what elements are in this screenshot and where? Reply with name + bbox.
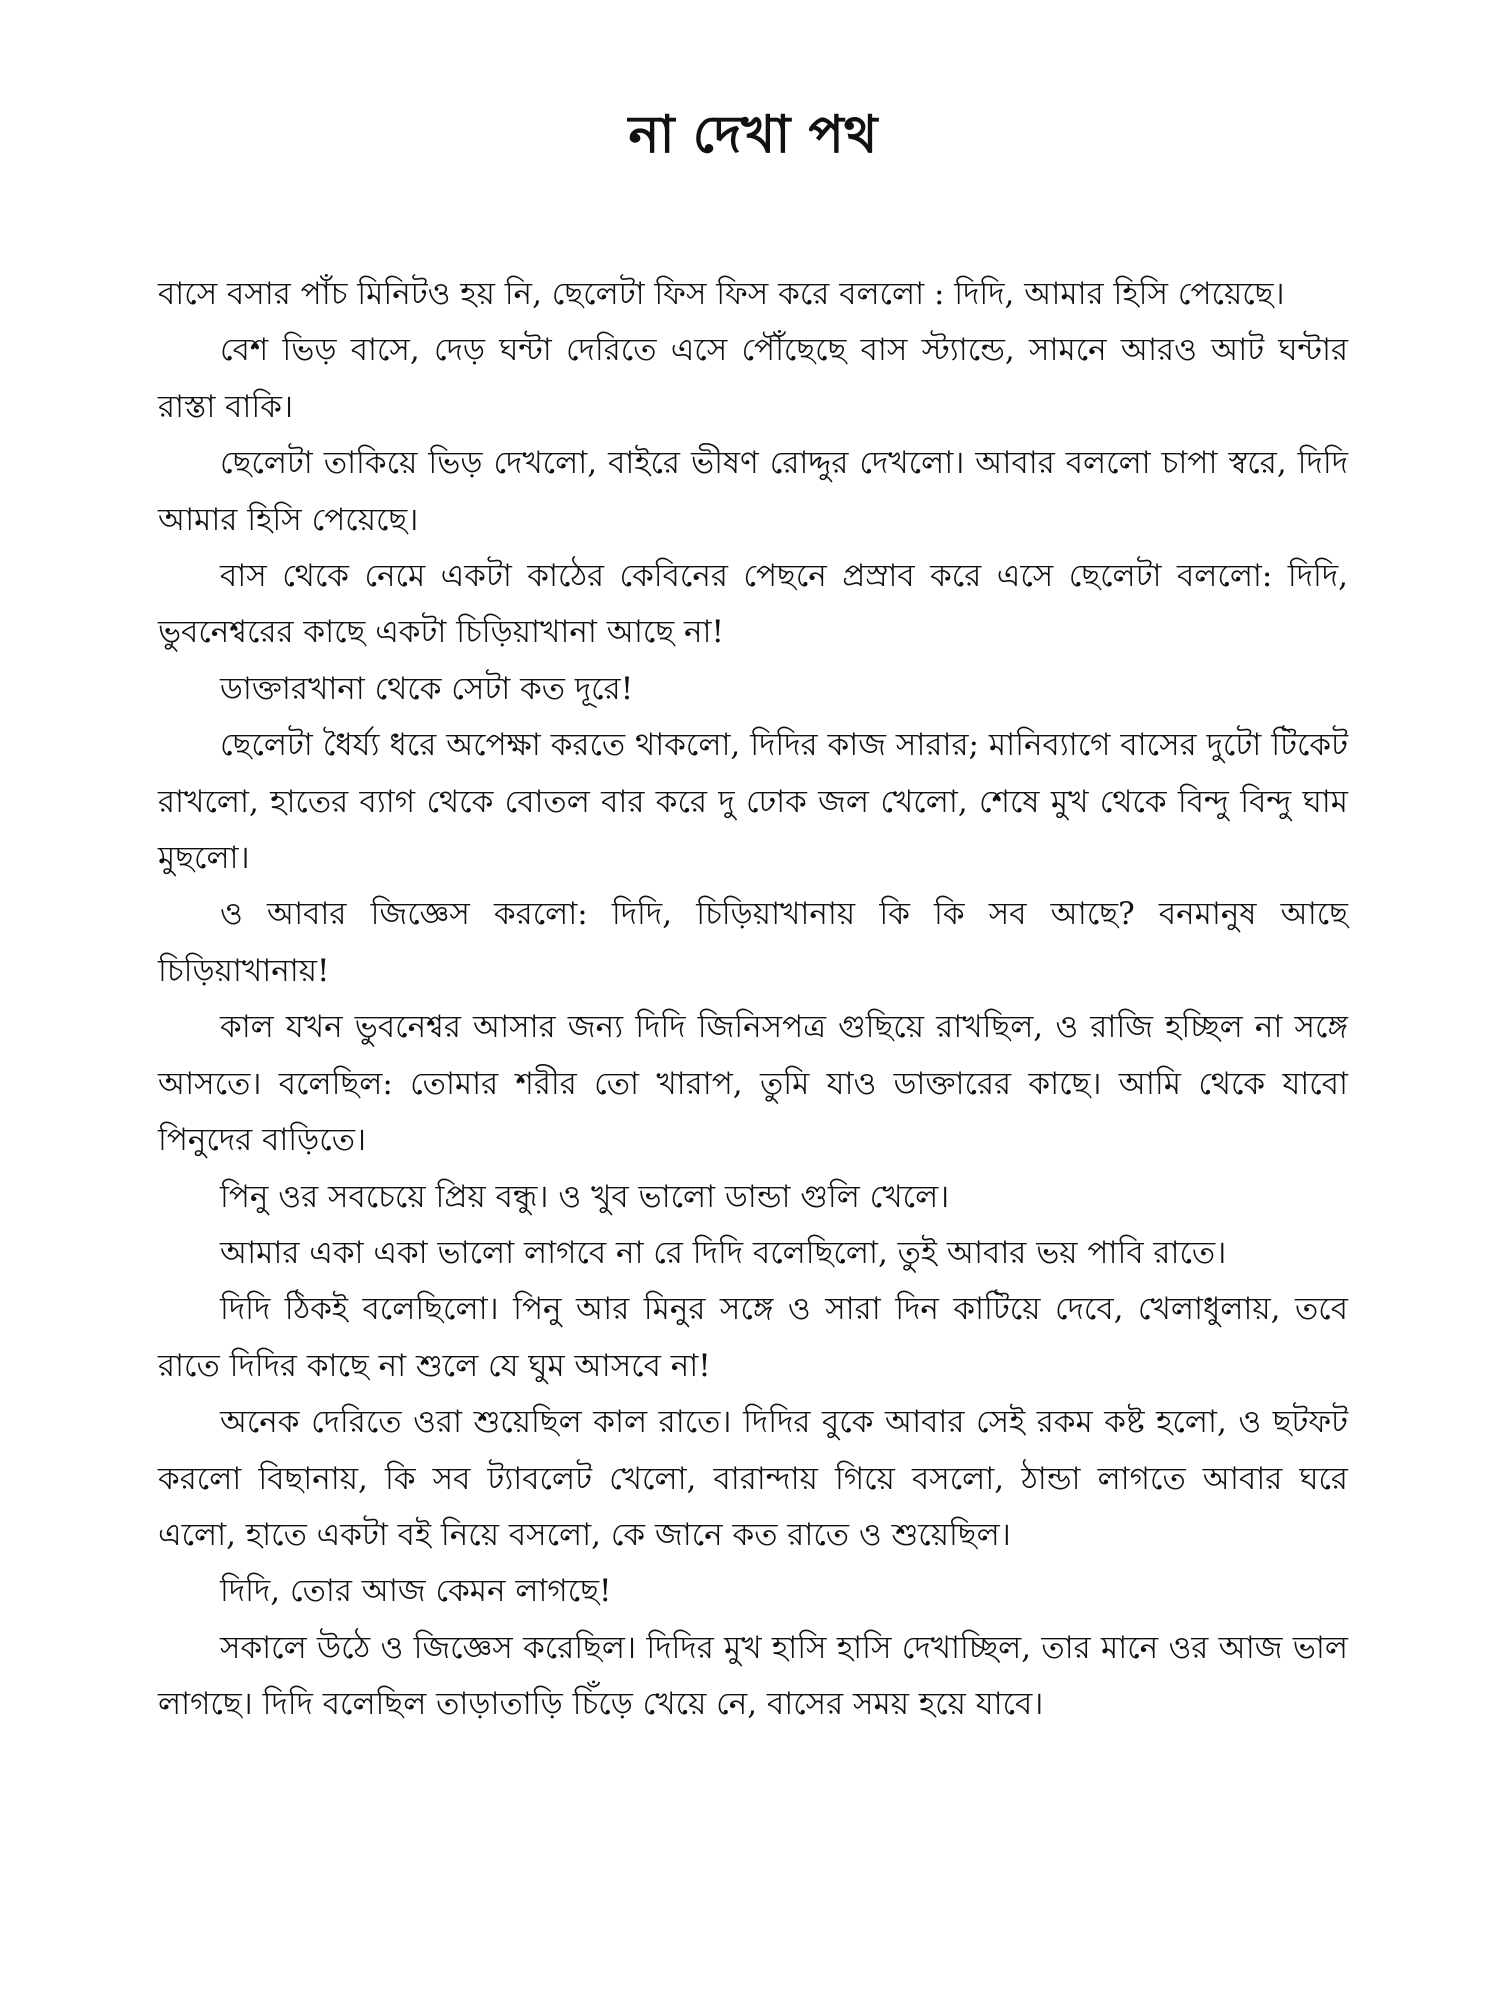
paragraph-10: আমার একা একা ভালো লাগবে না রে দিদি বলেছিলো, তুই আবার ভয় পাবি রাতে। — [220, 1234, 1227, 1271]
paragraph-7: ও আবার জিজ্ঞেস করলো: দিদি, চিড়িয়াখানায় কি কি সব আছে? বনমানুষ আছে চিড়িয়াখানায়! — [158, 896, 1348, 989]
paragraph-1: বাসে বসার পাঁচ মিনিটও হয় নি, ছেলেটা ফিস ফিস করে বললো : দিদি, আমার হিসি পেয়েছে। — [158, 276, 1285, 312]
paragraph-11: দিদি ঠিকই বলেছিলো। পিনু আর মিনুর সঙ্গে ও সারা দিন কাটিয়ে দেবে, খেলাধুলায়, তবে রাতে দিদির কাছে না শুলে যে ঘুম আসবে না! — [158, 1291, 1348, 1384]
paragraph-13: দিদি, তোর আজ কেমন লাগছে! — [220, 1573, 612, 1610]
paragraph-4: বাস থেকে নেমে একটা কাঠের কেবিনের পেছনে প্রস্রাব করে এসে ছেলেটা বললো: দিদি, ভুবনেশ্বরের কাছে একটা চিড়িয়াখানা আছে না! — [158, 558, 1348, 651]
paragraph-12: অনেক দেরিতে ওরা শুয়েছিল কাল রাতে। দিদির বুকে আবার সেই রকম কষ্ট হলো, ও ছটফট করলো বিছানায়, কি সব ট্যাবলেট খেলো, বারান্দায় গিয়ে বসলো, ঠান্ডা লাগতে আবার ঘরে এলো, হাতে একটা বই নিয়ে বসলো, কে জানে কত রাতে ও শুয়েছিল। — [158, 1404, 1348, 1553]
paragraph-8: কাল যখন ভুবনেশ্বর আসার জন্য দিদি জিনিসপত্র গুছিয়ে রাখছিল, ও রাজি হচ্ছিল না সঙ্গে আসতে। বলেছিল: তোমার শরীর তো খারাপ, তুমি যাও ডাক্তারের কাছে। আমি থেকে যাবো পিনুদের বাড়িতে। — [158, 1009, 1348, 1159]
paragraph-5: ডাক্তারখানা থেকে সেটা কত দূরে! — [220, 670, 634, 707]
paragraph-9: পিনু ওর সবচেয়ে প্রিয় বন্ধু। ও খুব ভালো ডান্ডা গুলি খেলে। — [220, 1178, 950, 1215]
paragraph-14: সকালে উঠে ও জিজ্ঞেস করেছিল। দিদির মুখ হাসি হাসি দেখাচ্ছিল, তার মানে ওর আজ ভাল লাগছে। দিদি বলেছিল তাড়াতাড়ি চিঁড়ে খেয়ে নে, বাসের সময় হয়ে যাবে। — [158, 1629, 1348, 1723]
paragraph-3: ছেলেটা তাকিয়ে ভিড় দেখলো, বাইরে ভীষণ রোদ্দুর দেখলো। আবার বললো চাপা স্বরে, দিদি আমার হিসি পেয়েছে। — [158, 445, 1348, 538]
paragraph-2: বেশ ভিড় বাসে, দেড় ঘন্টা দেরিতে এসে পৌঁছেছে বাস স্ট্যান্ডে, সামনে আরও আট ঘন্টার রাস্তা বাকি। — [158, 332, 1348, 425]
paragraph-6: ছেলেটা ধৈর্য্য ধরে অপেক্ষা করতে থাকলো, দিদির কাজ সারার; মানিব্যাগে বাসের দুটো টিকেট রাখলো, হাতের ব্যাগ থেকে বোতল বার করে দু ঢোক জল খেলো, শেষে মুখ থেকে বিন্দু বিন্দু ঘাম মুছলো। — [158, 727, 1348, 877]
story-body — [158, 266, 1348, 1733]
page-title: না দেখা পথ — [628, 104, 878, 165]
